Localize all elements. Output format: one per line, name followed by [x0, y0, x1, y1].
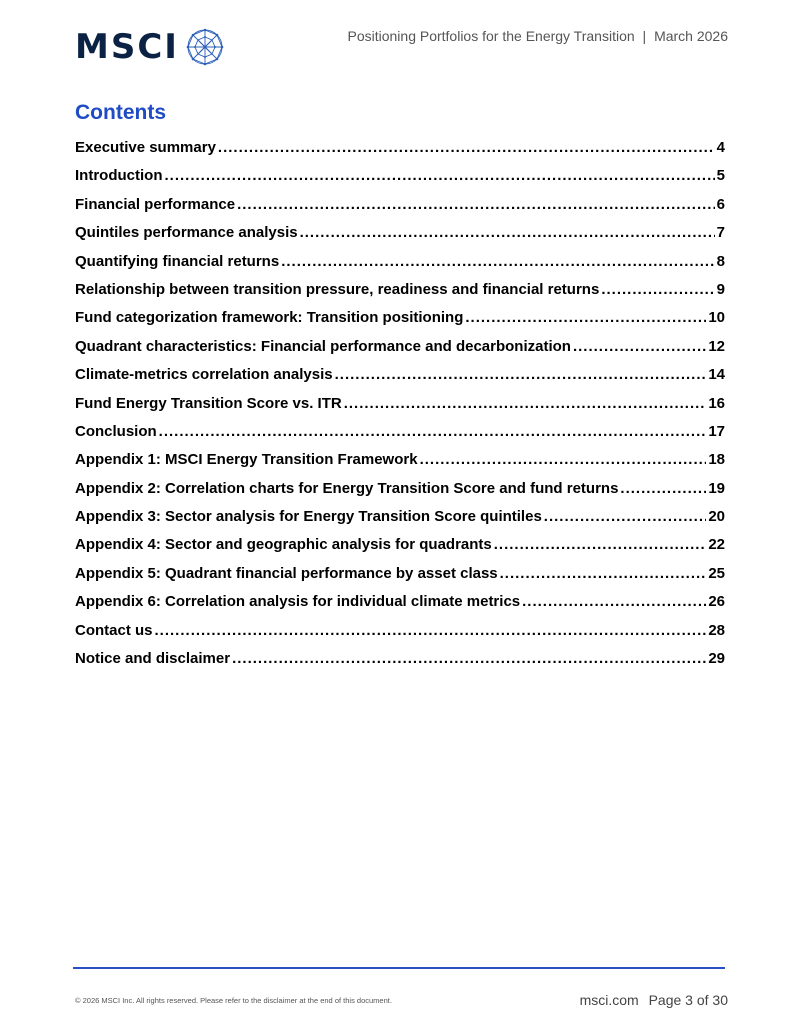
toc-entry[interactable] — [75, 423, 725, 451]
toc-entry[interactable] — [75, 536, 725, 564]
toc-entry[interactable] — [75, 309, 725, 337]
toc-entry-page: 9 — [716, 280, 725, 298]
toc-entry-title: Relationship between transition pressure, readiness and financial returns — [75, 280, 600, 298]
toc-entry-page: 29 — [708, 650, 725, 668]
toc-entry-page: 28 — [708, 621, 725, 639]
toc-entry-page: 26 — [708, 593, 725, 611]
toc-entry[interactable] — [75, 196, 725, 224]
toc-entry[interactable] — [75, 338, 725, 366]
toc-entry-page: 17 — [708, 422, 725, 440]
toc-entry[interactable] — [75, 622, 725, 650]
toc-dot-leader — [601, 281, 714, 298]
toc-entry-page: 16 — [708, 394, 725, 412]
toc-dot-leader — [344, 395, 707, 412]
toc-dot-leader — [500, 565, 707, 582]
toc-entry-page: 6 — [716, 195, 725, 213]
toc-dot-leader — [232, 650, 706, 667]
toc-entry-title: Climate-metrics correlation analysis — [75, 366, 333, 384]
toc-entry-title: Appendix 6: Correlation analysis for individual climate metrics — [75, 593, 521, 611]
footer-copyright: © 2026 MSCI Inc. All rights reserved. Please refer to the disclaimer at the end of this document. — [75, 996, 392, 1005]
toc-dot-leader — [420, 451, 707, 468]
toc-entry-title: Appendix 4: Sector and geographic analysis for quadrants — [75, 536, 492, 554]
toc-entry[interactable] — [75, 253, 725, 281]
toc-entry-title: Financial performance — [75, 195, 236, 213]
toc-entry[interactable] — [75, 167, 725, 195]
footer-page-info — [580, 992, 728, 1008]
toc-entry-title: Quantifying financial returns — [75, 252, 280, 270]
toc-entry-page: 14 — [708, 366, 725, 384]
toc-dot-leader — [522, 593, 706, 610]
page-number: Page 3 of 30 — [648, 992, 728, 1008]
report-date: March 2026 — [654, 28, 728, 44]
toc-entry-title: Appendix 3: Sector analysis for Energy Transition Score quintiles — [75, 508, 542, 526]
toc-dot-leader — [237, 196, 715, 213]
toc-dot-leader — [335, 366, 707, 383]
toc-dot-leader — [544, 508, 707, 525]
footer-divider — [73, 967, 725, 969]
toc-dot-leader — [300, 224, 715, 241]
toc-dot-leader — [155, 622, 707, 639]
toc-dot-leader — [573, 338, 706, 355]
globe-network-icon — [185, 27, 225, 67]
toc-dot-leader — [218, 139, 715, 156]
toc-entry[interactable] — [75, 593, 725, 621]
report-title: Positioning Portfolios for the Energy Transition — [347, 28, 635, 44]
footer-site-link[interactable]: msci.com — [579, 992, 639, 1008]
toc-entry[interactable] — [75, 395, 725, 423]
toc-entry-page: 20 — [708, 508, 725, 526]
toc-entry[interactable] — [75, 281, 725, 309]
toc-entry-title: Introduction — [75, 167, 163, 185]
msci-logo — [75, 27, 225, 67]
toc-entry-title: Quintiles performance analysis — [75, 224, 298, 242]
toc-entry-title: Appendix 2: Correlation charts for Energy Transition Score and fund returns — [75, 479, 619, 497]
toc-dot-leader — [159, 423, 707, 440]
toc-entry[interactable] — [75, 480, 725, 508]
toc-entry[interactable] — [75, 224, 725, 252]
toc-entry-title: Executive summary — [75, 139, 216, 156]
toc-entry-title: Notice and disclaimer — [75, 650, 231, 668]
toc-entry-title: Appendix 1: MSCI Energy Transition Framework — [75, 451, 418, 469]
toc-entry[interactable] — [75, 139, 725, 167]
toc-entry-title: Conclusion — [75, 422, 157, 440]
toc-entry-title: Fund categorization framework: Transition positioning — [75, 309, 464, 327]
toc-entry-page: 5 — [716, 167, 725, 185]
toc-entry-title: Quadrant characteristics: Financial performance and decarbonization — [75, 337, 571, 355]
toc-entry[interactable] — [75, 650, 725, 678]
toc-entry[interactable] — [75, 366, 725, 394]
toc-dot-leader — [620, 480, 706, 497]
toc-entry-page: 18 — [708, 451, 725, 469]
header-separator: | — [642, 28, 647, 44]
toc-entry-page: 25 — [708, 564, 725, 582]
toc-entry-page: 8 — [716, 252, 725, 270]
toc-entry[interactable] — [75, 565, 725, 593]
toc-dot-leader — [164, 167, 714, 184]
toc-entry-page: 19 — [708, 479, 725, 497]
toc-entry-page: 12 — [708, 337, 725, 355]
toc-entry-page: 22 — [708, 536, 725, 554]
contents-heading: Contents — [75, 101, 166, 124]
toc-entry[interactable] — [75, 451, 725, 479]
toc-entry[interactable] — [75, 508, 725, 536]
toc-dot-leader — [465, 309, 706, 326]
toc-entry-page: 4 — [716, 139, 725, 156]
toc-dot-leader — [494, 536, 707, 553]
logo-wordmark: MSCI — [75, 27, 179, 67]
toc-entry-page: 10 — [708, 309, 725, 327]
toc-entry-page: 7 — [716, 224, 725, 242]
toc-entry-title: Contact us — [75, 621, 153, 639]
report-header — [347, 28, 728, 44]
toc-entry-title: Appendix 5: Quadrant financial performance by asset class — [75, 564, 498, 582]
table-of-contents — [75, 139, 725, 678]
toc-dot-leader — [281, 253, 714, 270]
toc-entry-title: Fund Energy Transition Score vs. ITR — [75, 394, 342, 412]
